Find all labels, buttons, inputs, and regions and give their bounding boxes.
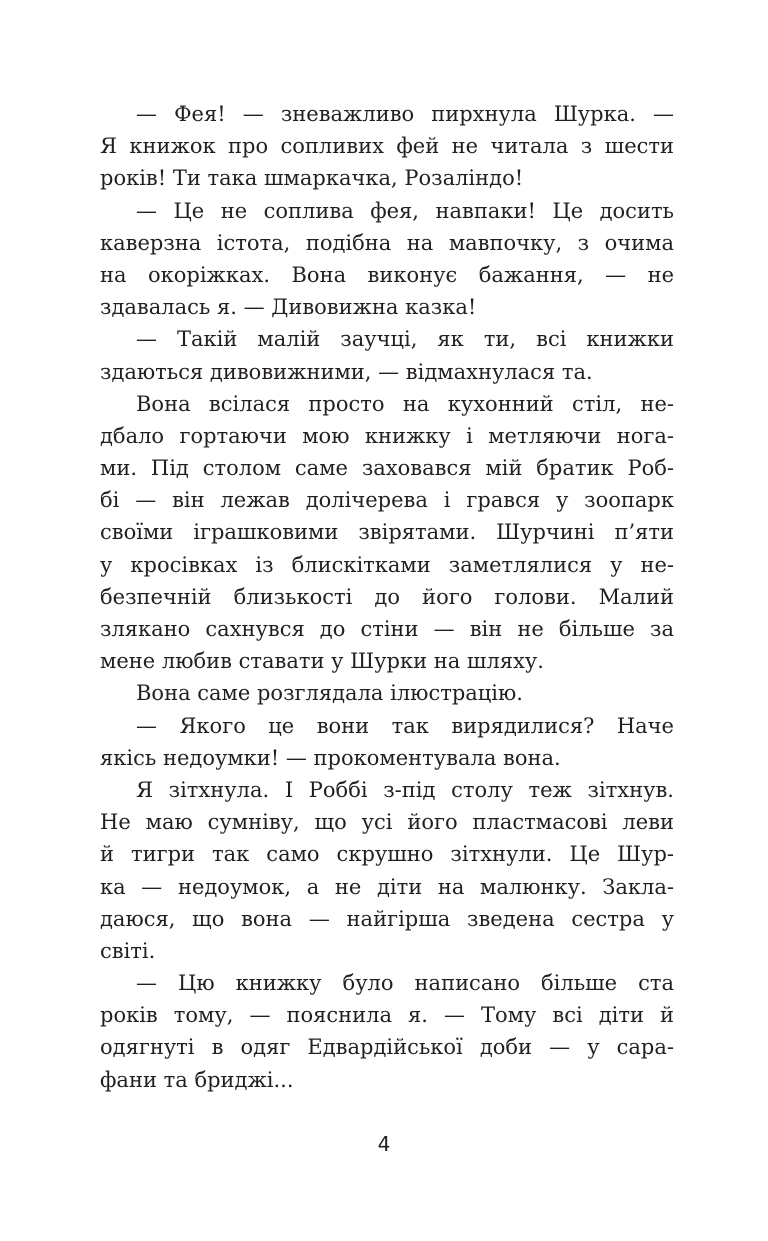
text-line-19: Вона саме розглядала ілюстрацію. [136, 681, 523, 706]
text-line-27: світі. [100, 938, 156, 963]
text-line-4: — Це не соплива фея, навпаки! Це досить [136, 198, 674, 223]
text-line-5: каверзна істота, подібна на мавпочку, з очима [100, 230, 674, 255]
text-line-16: безпечній близькості до його голови. Малий [100, 584, 674, 609]
text-line-1: — Фея! — зневажливо пирхнула Шурка. — [136, 102, 674, 126]
text-line-31: фани та бриджі... [100, 1067, 294, 1092]
text-line-20: — Якого це вони так вирядилися? Наче [136, 713, 674, 738]
text-line-17: злякано сахнувся до стіни — він не більше за [100, 617, 674, 641]
text-line-18: мене любив ставати у Шурки на шляху. [100, 649, 544, 674]
text-line-25: ка — недоумок, а не діти на малюнку. Закла- [100, 874, 674, 899]
text-line-21: якісь недоумки! — прокоментувала вона. [100, 745, 561, 770]
text-line-7: здавалась я. — Дивовижна казка! [100, 295, 477, 320]
text-line-29: років тому, — пояснила я. — Тому всі діти й [100, 1003, 674, 1028]
text-line-23: Не маю сумніву, що усі його пластмасові леви [100, 810, 674, 835]
text-line-24: й тигри так само скрушно зітхнули. Це Шур- [100, 842, 674, 867]
text-line-12: ми. Під столом саме заховався мій братик Роб- [100, 456, 674, 481]
text-line-15: у кросівках із блискітками заметлялися у не- [100, 552, 674, 577]
text-line-3: років! Ти така шмаркачка, Розаліндо! [100, 166, 524, 191]
text-line-11: дбало гортаючи мою книжку і метляючи нога- [100, 423, 674, 448]
text-line-26: даюся, що вона — найгірша зведена сестра у [100, 906, 674, 931]
text-line-22: Я зітхнула. І Роббі з-під столу теж зітхнув. [136, 777, 674, 802]
text-line-13: бі — він лежав долічерева і грався у зоопарк [100, 488, 674, 513]
body-text [100, 98, 674, 1096]
text-line-9: здаються дивовижними, — відмахнулася та. [100, 359, 593, 384]
text-line-14: своїми іграшковими звірятами. Шурчині п’яти [100, 520, 674, 545]
text-line-30: одягнуті в одяг Едвардійської доби — у сара- [100, 1035, 674, 1060]
text-line-8: — Такій малій заучці, як ти, всі книжки [136, 327, 674, 352]
text-line-28: — Цю книжку було написано більше ста [136, 971, 674, 996]
text-line-6: на окоріжках. Вона виконує бажання, — не [100, 262, 674, 287]
text-line-2: Я книжок про сопливих фей не читала з шести [100, 134, 674, 159]
text-line-10: Вона всілася просто на кухонний стіл, не- [136, 391, 674, 416]
page-number: 4 [377, 1132, 391, 1156]
